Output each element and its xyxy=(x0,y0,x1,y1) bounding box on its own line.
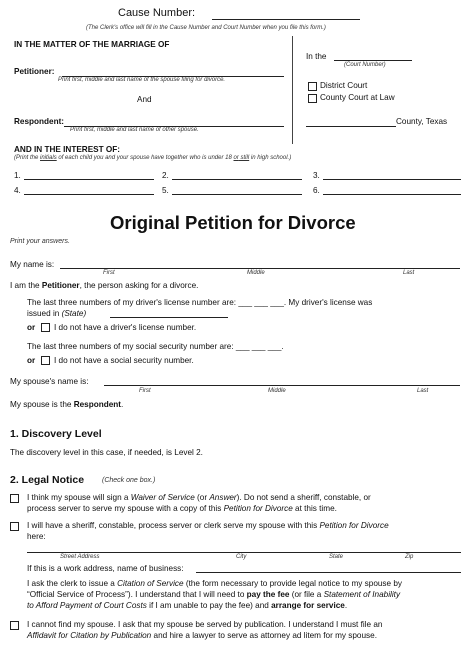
my-name-label: My name is: xyxy=(10,260,55,269)
option-publication-checkbox[interactable] xyxy=(10,621,19,630)
work-address-label: If this is a work address, name of business: xyxy=(27,564,184,573)
state-hint: State xyxy=(329,554,344,560)
respondent-label: Respondent: xyxy=(14,117,65,126)
child-6-field[interactable] xyxy=(323,194,461,195)
city-hint: City xyxy=(236,554,247,560)
ssn-or: or xyxy=(27,356,36,365)
option-serve-here: here: xyxy=(27,532,46,541)
child-3-number: 3. xyxy=(313,171,320,180)
caption-divider xyxy=(292,36,293,144)
my-name-last-hint: Last xyxy=(403,270,415,276)
cause-number-label: Cause Number: xyxy=(118,7,196,19)
spouse-name-field[interactable] xyxy=(104,385,460,386)
no-license-checkbox[interactable] xyxy=(41,323,50,332)
county-field[interactable] xyxy=(306,126,396,127)
license-state-field[interactable] xyxy=(110,317,228,318)
no-ssn-label: I do not have a social security number. xyxy=(54,356,194,365)
legal-notice-heading: 2. Legal Notice xyxy=(10,474,85,486)
county-court-checkbox[interactable] xyxy=(308,94,317,103)
option-waiver-line1: I think my spouse will sign a Waiver of Service (or Answer). Do not send a sheriff, constable, or xyxy=(27,493,371,502)
option-serve-line1: I will have a sheriff, constable, process server or clerk serve my spouse with this Petition for Divorce xyxy=(27,521,389,530)
street-address-hint: Street Address xyxy=(60,554,100,560)
court-number-hint: (Court Number) xyxy=(344,62,386,68)
document-title: Original Petition for Divorce xyxy=(110,212,356,233)
spouse-first-hint: First xyxy=(139,388,151,394)
my-name-middle-hint: Middle xyxy=(247,270,265,276)
child-3-field[interactable] xyxy=(323,179,461,180)
respondent-hint: Print first, middle and last name of other spouse. xyxy=(70,127,199,133)
option-publication-line1: I cannot find my spouse. I ask that my spouse be served by publication. I understand I must file an xyxy=(27,620,383,629)
petitioner-statement: I am the Petitioner, the person asking for a divorce. xyxy=(10,281,199,290)
clerk-line2: “Official Service of Process”). I understand that I will need to pay the fee (or file a Statement of Inability xyxy=(27,590,401,599)
discovery-heading: 1. Discovery Level xyxy=(10,428,102,440)
county-court-label: County Court at Law xyxy=(320,93,395,102)
license-issued: issued in (State) xyxy=(27,309,87,318)
spouse-last-hint: Last xyxy=(417,388,429,394)
clerk-note: (The Clerk's office will fill in the Cause Number and Court Number when you file this form.) xyxy=(86,25,326,31)
child-4-field[interactable] xyxy=(24,194,154,195)
petitioner-hint: Print first, middle and last name of the spouse filing for divorce. xyxy=(58,77,226,83)
my-name-first-hint: First xyxy=(103,270,115,276)
business-name-field[interactable] xyxy=(196,572,461,573)
and-label: And xyxy=(137,95,152,104)
petitioner-label: Petitioner: xyxy=(14,67,55,76)
no-ssn-checkbox[interactable] xyxy=(41,356,50,365)
court-number-field[interactable] xyxy=(334,60,412,61)
print-answers-note: Print your answers. xyxy=(10,238,70,245)
child-2-field[interactable] xyxy=(172,179,302,180)
respondent-statement: My spouse is the Respondent. xyxy=(10,400,124,409)
district-court-label: District Court xyxy=(320,81,368,90)
district-court-checkbox[interactable] xyxy=(308,82,317,91)
in-the-label: In the xyxy=(306,52,327,61)
my-name-field[interactable] xyxy=(60,268,460,269)
child-1-field[interactable] xyxy=(24,179,154,180)
spouse-middle-hint: Middle xyxy=(268,388,286,394)
discovery-text: The discovery level in this case, if needed, is Level 2. xyxy=(10,448,203,457)
ssn-line: The last three numbers of my social security number are: ___ ___ ___. xyxy=(27,342,284,351)
service-address-field[interactable] xyxy=(27,552,461,553)
clerk-line1: I ask the clerk to issue a Citation of Service (the form necessary to provide legal notice to my spouse by xyxy=(27,579,403,588)
option-waiver-checkbox[interactable] xyxy=(10,494,19,503)
child-5-field[interactable] xyxy=(172,194,302,195)
spouse-name-label: My spouse's name is: xyxy=(10,377,89,386)
check-one-note: (Check one box.) xyxy=(102,477,156,484)
option-serve-checkbox[interactable] xyxy=(10,522,19,531)
child-5-number: 5. xyxy=(162,186,169,195)
child-2-number: 2. xyxy=(162,171,169,180)
license-or: or xyxy=(27,323,36,332)
child-6-number: 6. xyxy=(313,186,320,195)
interest-note: (Print the initials of each child you and your spouse have together who is under 18 or still in high school.) xyxy=(14,155,292,161)
option-waiver-line2: process server to serve my spouse with a copy of this Petition for Divorce at this time. xyxy=(27,504,337,513)
interest-heading: AND IN THE INTEREST OF: xyxy=(14,145,120,154)
zip-hint: Zip xyxy=(405,554,414,560)
matter-heading: IN THE MATTER OF THE MARRIAGE OF xyxy=(14,40,170,49)
license-line: The last three numbers of my driver's license number are: ___ ___ ___. My driver's license was xyxy=(27,298,373,307)
child-1-number: 1. xyxy=(14,171,21,180)
child-4-number: 4. xyxy=(14,186,21,195)
cause-number-field[interactable] xyxy=(212,19,360,20)
option-publication-line2: Affidavit for Citation by Publication and hire a lawyer to serve as attorney ad litem for my spouse. xyxy=(27,631,377,640)
clerk-line3: to Afford Payment of Court Costs if I am unable to pay the fee) and arrange for service. xyxy=(27,601,348,610)
county-label: County, Texas xyxy=(396,117,448,126)
no-license-label: I do not have a driver's license number. xyxy=(54,323,197,332)
